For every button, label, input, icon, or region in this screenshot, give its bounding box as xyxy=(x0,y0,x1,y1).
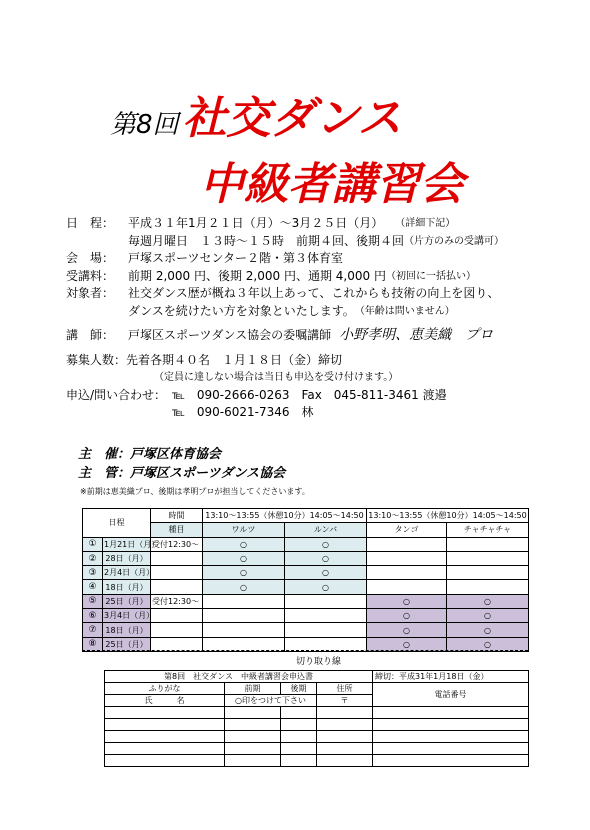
row-note xyxy=(151,566,203,580)
schedule-note: （詳細下記） xyxy=(395,218,456,229)
row-date: 1月21日（月） xyxy=(103,537,151,551)
table-row xyxy=(83,580,529,594)
application-deadline: 締切：平成31年1月18日（金） xyxy=(373,671,529,683)
entry-kouki-cell[interactable] xyxy=(281,731,317,743)
row-note xyxy=(151,551,203,565)
application-form xyxy=(104,670,529,767)
row-mark: ○ xyxy=(203,537,285,551)
table-row xyxy=(83,566,529,580)
entry-phone-cell[interactable] xyxy=(373,743,529,755)
title-line2: 中級者講習会 xyxy=(200,159,464,210)
row-note xyxy=(151,623,203,637)
entry-kouki-cell[interactable] xyxy=(281,755,317,767)
mark-note: ○印をつけて下さい xyxy=(225,695,317,707)
entry-zenki-cell[interactable] xyxy=(225,707,281,719)
name-label: 氏 名 xyxy=(105,695,225,707)
row-mark: ○ xyxy=(447,623,529,637)
entry-zenki-cell[interactable] xyxy=(225,755,281,767)
row-mark: ○ xyxy=(203,580,285,594)
row-mark: ○ xyxy=(285,566,367,580)
row-number: ④ xyxy=(83,580,103,594)
row-date: 18日（月） xyxy=(103,580,151,594)
contact-label: 申込/問い合わせ： xyxy=(66,387,167,402)
row-note: 受付12:30～ xyxy=(151,537,203,551)
table-row xyxy=(83,537,529,551)
entry-address-cell[interactable] xyxy=(317,731,373,743)
entry-name-cell[interactable] xyxy=(105,731,225,743)
row-mark: ○ xyxy=(203,551,285,565)
target-line1: 社交ダンス歴が概ね３年以上あって、これからも技術の向上を図り、 xyxy=(128,286,500,300)
title-line1 xyxy=(110,82,402,146)
contact-tel1: ℡ 090-2666-0263 Fax 045-811-3461 渡邉 xyxy=(172,387,447,402)
application-title: 第8回 社交ダンス 中級者講習会申込書 xyxy=(105,671,373,683)
row-number: ② xyxy=(83,551,103,565)
row-mark xyxy=(203,609,285,623)
fee-value: 前期 2,000 円、後期 2,000 円、通期 4,000 円 xyxy=(128,268,386,283)
header-shumoku: 種目 xyxy=(151,523,203,537)
row-mark xyxy=(203,594,285,608)
recruit-text: 募集人数：先着各期４０名 １月１８日（金）締切 xyxy=(66,352,343,367)
row-mark: ○ xyxy=(367,594,447,608)
table-row xyxy=(83,551,529,565)
kouki-label: 後期 xyxy=(281,683,317,695)
row-mark: ○ xyxy=(285,551,367,565)
entry-name-cell[interactable] xyxy=(105,719,225,731)
title-main: 社交ダンス xyxy=(182,93,402,144)
row-date: 2月4日（月） xyxy=(103,566,151,580)
row-mark xyxy=(285,609,367,623)
title-prefix: 第8回 xyxy=(110,110,179,140)
row-note: 受付12:30～ xyxy=(151,594,203,608)
row-mark xyxy=(203,623,285,637)
row-note xyxy=(151,609,203,623)
row-date: 25日（月） xyxy=(103,594,151,608)
row-mark xyxy=(447,551,529,565)
application-entry-row[interactable] xyxy=(105,707,529,719)
venue-label: 会 場： xyxy=(66,251,115,265)
row-mark: ○ xyxy=(285,537,367,551)
entry-kouki-cell[interactable] xyxy=(281,743,317,755)
row-mark xyxy=(447,537,529,551)
target-note: （年齢は問いません） xyxy=(354,305,455,317)
teacher-names: 小野孝明、恵美織 プロ xyxy=(339,327,494,343)
header-nittei: 日程 xyxy=(83,509,151,538)
row-mark xyxy=(367,580,447,594)
teacher-note: ※前期は恵美織プロ、後期は孝明プロが担当してくださいます。 xyxy=(80,487,310,496)
row-mark: ○ xyxy=(447,594,529,608)
dance-tango: タンゴ xyxy=(367,523,447,537)
entry-address-cell[interactable] xyxy=(317,755,373,767)
row-note xyxy=(151,580,203,594)
teacher-label: 講 師： xyxy=(66,328,115,342)
table-row xyxy=(83,623,529,637)
row-mark xyxy=(367,537,447,551)
phone-label: 電話番号 xyxy=(373,683,529,707)
row-mark xyxy=(285,623,367,637)
management-text: 主 管：戸塚区スポーツダンス協会 xyxy=(78,466,286,481)
entry-kouki-cell[interactable] xyxy=(281,719,317,731)
application-entry-row[interactable] xyxy=(105,731,529,743)
entry-zenki-cell[interactable] xyxy=(225,719,281,731)
schedule-value: 平成３１年1月２１日（月）～3月２５日（月） xyxy=(128,216,384,230)
entry-phone-cell[interactable] xyxy=(373,719,529,731)
venue-value: 戸塚スポーツセンター２階・第３体育室 xyxy=(128,251,344,265)
recruit-note: （定員に達しない場合は当日も申込を受け付けます。） xyxy=(154,372,399,383)
row-number: ⑥ xyxy=(83,609,103,623)
zenki-label: 前期 xyxy=(225,683,281,695)
entry-address-cell[interactable] xyxy=(317,719,373,731)
row-date: 28日（月） xyxy=(103,551,151,565)
entry-name-cell[interactable] xyxy=(105,755,225,767)
header-jikan: 時間 xyxy=(151,509,203,523)
row-mark: ○ xyxy=(203,566,285,580)
row-mark: ○ xyxy=(367,623,447,637)
entry-name-cell[interactable] xyxy=(105,743,225,755)
target-label: 対象者： xyxy=(66,286,115,300)
row-number: ⑤ xyxy=(83,594,103,608)
postal-label: 〒 xyxy=(317,695,373,707)
schedule-table xyxy=(82,508,529,652)
row-number: ⑧ xyxy=(83,637,103,651)
row-date: 3月4日（月） xyxy=(103,609,151,623)
header-time1: 13:10～13:55（休憩10分）14:05～14:50 xyxy=(203,509,367,523)
info-block xyxy=(66,215,504,422)
row-number: ⑦ xyxy=(83,623,103,637)
entry-zenki-cell[interactable] xyxy=(225,743,281,755)
row-mark: ○ xyxy=(285,580,367,594)
row-date: 25日（月） xyxy=(103,637,151,651)
row-mark: ○ xyxy=(367,609,447,623)
row-mark xyxy=(447,566,529,580)
application-entry-row[interactable] xyxy=(105,719,529,731)
row-mark xyxy=(367,551,447,565)
cut-label: 切り取り線 xyxy=(290,654,347,667)
dance-chachacha: チャチャチャ xyxy=(447,523,529,537)
entry-zenki-cell[interactable] xyxy=(225,731,281,743)
fee-note: （初回に一括払い） xyxy=(385,270,476,282)
schedule-line2-note: （片方のみの受講可） xyxy=(404,235,505,247)
fee-label: 受講料： xyxy=(66,268,115,283)
row-mark: ○ xyxy=(447,637,529,651)
dance-rumba: ルンバ xyxy=(285,523,367,537)
table-row xyxy=(83,594,529,608)
host-text: 主 催：戸塚区体育協会 xyxy=(78,447,222,462)
organizers xyxy=(78,445,285,483)
entry-name-cell[interactable] xyxy=(105,707,225,719)
entry-address-cell[interactable] xyxy=(317,707,373,719)
target-line2: ダンスを続けたい方を対象といたします。 xyxy=(128,303,355,318)
entry-phone-cell[interactable] xyxy=(373,731,529,743)
row-mark xyxy=(447,580,529,594)
application-entry-row[interactable] xyxy=(105,743,529,755)
entry-phone-cell[interactable] xyxy=(373,755,529,767)
address-label: 住所 xyxy=(317,683,373,695)
row-date: 18日（月） xyxy=(103,623,151,637)
row-number: ① xyxy=(83,537,103,551)
teacher-value: 戸塚区スポーツダンス協会の委嘱講師 xyxy=(128,328,332,342)
table-row xyxy=(83,609,529,623)
application-entry-row[interactable] xyxy=(105,755,529,767)
entry-address-cell[interactable] xyxy=(317,743,373,755)
row-mark xyxy=(285,594,367,608)
row-number: ③ xyxy=(83,566,103,580)
contact-tel2: ℡ 090-6021-7346 林 xyxy=(172,405,314,419)
entry-kouki-cell[interactable] xyxy=(281,707,317,719)
schedule-label: 日 程： xyxy=(66,216,115,230)
furigana-label: ふりがな xyxy=(105,683,225,695)
row-mark: ○ xyxy=(447,609,529,623)
entry-phone-cell[interactable] xyxy=(373,707,529,719)
row-mark: ○ xyxy=(367,637,447,651)
dance-waltz: ワルツ xyxy=(203,523,285,537)
row-mark xyxy=(367,566,447,580)
schedule-line2: 毎週月曜日 １３時～１５時 前期４回、後期４回 xyxy=(128,233,405,248)
header-time2: 13:10～13:55（休憩10分）14:05～14:50 xyxy=(367,509,529,523)
